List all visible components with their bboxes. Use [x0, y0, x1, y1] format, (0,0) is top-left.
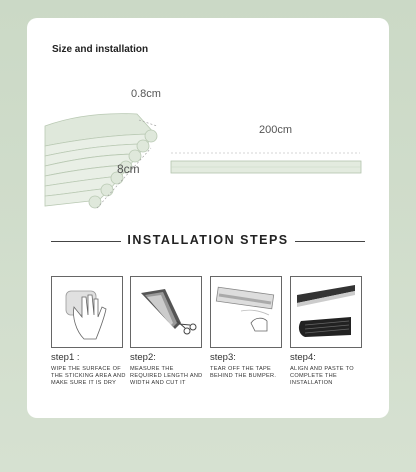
- step2-image: [130, 276, 202, 348]
- wipe-hand-icon: [52, 277, 122, 347]
- scissors-icon: [177, 321, 196, 334]
- step4-description: ALIGN AND PASTE TO COMPLETE THE INSTALLATION: [290, 366, 354, 387]
- step1-image: [51, 276, 123, 348]
- cut-strip-icon: [131, 277, 201, 347]
- step2-description: MEASURE THE REQUIRED LENGTH AND WIDTH AND CUT IT: [130, 366, 203, 387]
- paste-strip-icon: [291, 277, 361, 347]
- heading-rule-right: [295, 241, 365, 242]
- content-card: [27, 18, 389, 418]
- step1-label: step1 :: [51, 352, 80, 363]
- peel-tape-icon: [211, 277, 281, 347]
- section-title: Size and installation: [52, 44, 149, 55]
- step2-label: step2:: [130, 352, 156, 363]
- size-diagram: [27, 78, 389, 228]
- length-label: 200cm: [259, 124, 293, 136]
- steps-heading: [27, 231, 389, 251]
- width-label: 8cm: [117, 162, 140, 176]
- step3-description: TEAR OFF THE TAPE BEHIND THE BUMPER.: [210, 366, 277, 380]
- steps-title: INSTALLATION STEPS: [127, 233, 289, 247]
- step4-image: [290, 276, 362, 348]
- step3-label: step3:: [210, 352, 236, 363]
- step4-label: step4:: [290, 352, 316, 363]
- step1-description: WIPE THE SURFACE OF THE STICKING AREA AND MAKE SURE IT IS DRY: [51, 366, 126, 387]
- step3-image: [210, 276, 282, 348]
- thickness-label: 0.8cm: [131, 88, 161, 100]
